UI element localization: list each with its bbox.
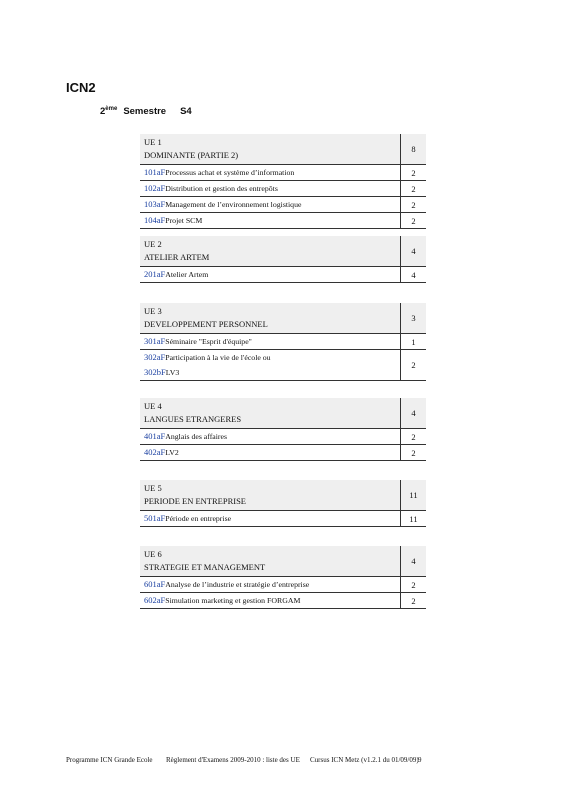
course-line: [144, 577, 396, 592]
course-row: [140, 213, 426, 229]
course-cell: [140, 577, 400, 592]
footer-middle: Règlement d'Examens 2009-2010 : liste des UE: [166, 756, 300, 764]
course-row: [140, 197, 426, 213]
semester-number-suffix: ème: [105, 106, 118, 112]
ue-header-label: [140, 303, 400, 333]
course-credits: 4: [400, 267, 426, 282]
ue-title: UE 3: [144, 306, 162, 316]
ue-header-label: [140, 134, 400, 164]
course-line: [144, 365, 396, 380]
course-name: Distribution et gestion des entrepôts: [165, 184, 278, 193]
course-row: [140, 593, 426, 609]
course-credits: 2: [400, 165, 426, 180]
course-name: Atelier Artem: [165, 270, 209, 279]
course-row: [140, 350, 426, 381]
course-code: 301aF: [144, 336, 166, 346]
course-row: [140, 429, 426, 445]
ue-credits: 3: [400, 303, 426, 333]
course-cell: [140, 350, 400, 380]
ue-block: [140, 134, 426, 229]
course-code: 401aF: [144, 431, 166, 441]
course-line: [144, 197, 396, 212]
course-credits: 2: [400, 429, 426, 444]
course-code: 602aF: [144, 595, 166, 605]
ue-subtitle: ATELIER ARTEM: [144, 252, 210, 262]
course-row: [140, 334, 426, 350]
course-name: Management de l’environnement logistique: [165, 200, 302, 209]
course-credits: 2: [400, 213, 426, 228]
course-name: Analyse de l’industrie et stratégie d’entreprise: [165, 580, 310, 589]
course-cell: [140, 213, 400, 228]
ue-title: UE 6: [144, 549, 162, 559]
course-cell: [140, 267, 400, 282]
course-line: [144, 593, 396, 608]
course-code: 103aF: [144, 199, 166, 209]
ue-header: [140, 303, 426, 334]
course-line: [144, 213, 396, 228]
course-cell: [140, 165, 400, 180]
ue-header-label: [140, 236, 400, 266]
ue-title: UE 4: [144, 401, 162, 411]
semester-code: S4: [180, 106, 192, 118]
ue-title: UE 2: [144, 239, 162, 249]
ue-title: UE 1: [144, 137, 162, 147]
ue-block: [140, 480, 426, 527]
ue-title: UE 5: [144, 483, 162, 493]
ue-header: [140, 134, 426, 165]
ue-block: [140, 236, 426, 283]
ue-credits: 4: [400, 398, 426, 428]
course-line: [144, 334, 396, 349]
course-code: 201aF: [144, 269, 166, 279]
page-title: ICN2: [66, 80, 96, 95]
ue-subtitle: PERIODE EN ENTREPRISE: [144, 496, 246, 506]
course-row: [140, 181, 426, 197]
course-row: [140, 445, 426, 461]
course-line: [144, 350, 396, 365]
course-row: [140, 511, 426, 527]
course-code: 501aF: [144, 513, 166, 523]
course-name: Processus achat et système d’information: [165, 168, 295, 177]
footer-left: Programme ICN Grande Ecole: [66, 756, 153, 764]
course-cell: [140, 593, 400, 608]
course-code: 402aF: [144, 447, 166, 457]
ue-block: [140, 398, 426, 461]
course-name: Participation à la vie de l'école ou: [165, 353, 271, 362]
ue-credits: 4: [400, 546, 426, 576]
course-line: [144, 181, 396, 196]
course-credits: 2: [400, 577, 426, 592]
ue-header: [140, 480, 426, 511]
semester-heading: [100, 106, 192, 117]
course-name: LV3: [165, 368, 180, 377]
semester-number: 2: [100, 106, 106, 118]
course-cell: [140, 181, 400, 196]
course-code: 102aF: [144, 183, 166, 193]
footer-page-number: 9: [418, 756, 422, 764]
course-credits: 2: [400, 593, 426, 608]
course-name: Anglais des affaires: [165, 432, 228, 441]
ue-subtitle: DOMINANTE (PARTIE 2): [144, 150, 239, 160]
course-credits: 2: [400, 197, 426, 212]
course-cell: [140, 197, 400, 212]
course-credits: 11: [400, 511, 426, 526]
ue-header-label: [140, 480, 400, 510]
course-line: [144, 445, 396, 460]
course-line: [144, 267, 396, 282]
ue-header-label: [140, 546, 400, 576]
course-line: [144, 165, 396, 180]
course-name: Période en entreprise: [165, 514, 232, 523]
course-credits: 2: [400, 350, 426, 380]
ue-block: [140, 546, 426, 609]
course-row: [140, 267, 426, 283]
ue-header: [140, 236, 426, 267]
ue-subtitle: DEVELOPPEMENT PERSONNEL: [144, 319, 268, 329]
ue-header-label: [140, 398, 400, 428]
ue-credits: 4: [400, 236, 426, 266]
course-code: 104aF: [144, 215, 166, 225]
ue-credits: 8: [400, 134, 426, 164]
course-cell: [140, 429, 400, 444]
course-cell: [140, 511, 400, 526]
course-credits: 2: [400, 445, 426, 460]
footer-right: Cursus ICN Metz (v1.2.1 du 01/09/09): [310, 756, 419, 764]
course-cell: [140, 334, 400, 349]
ue-subtitle: STRATEGIE ET MANAGEMENT: [144, 562, 266, 572]
ue-subtitle: LANGUES ETRANGERES: [144, 414, 242, 424]
course-line: [144, 511, 396, 526]
course-row: [140, 577, 426, 593]
course-credits: 1: [400, 334, 426, 349]
course-name: Séminaire "Esprit d'équipe": [165, 337, 252, 346]
course-code: 601aF: [144, 579, 166, 589]
course-row: [140, 165, 426, 181]
course-name: LV2: [165, 448, 179, 457]
course-name: Simulation marketing et gestion FORGAM: [165, 596, 301, 605]
course-name: Projet SCM: [165, 216, 203, 225]
course-cell: [140, 445, 400, 460]
semester-label: Semestre: [123, 106, 167, 118]
course-code: 302bF: [144, 367, 166, 377]
course-code: 101aF: [144, 167, 166, 177]
course-code: 302aF: [144, 352, 166, 362]
course-credits: 2: [400, 181, 426, 196]
ue-header: [140, 398, 426, 429]
course-line: [144, 429, 396, 444]
ue-credits: 11: [400, 480, 426, 510]
ue-header: [140, 546, 426, 577]
ue-block: [140, 303, 426, 381]
